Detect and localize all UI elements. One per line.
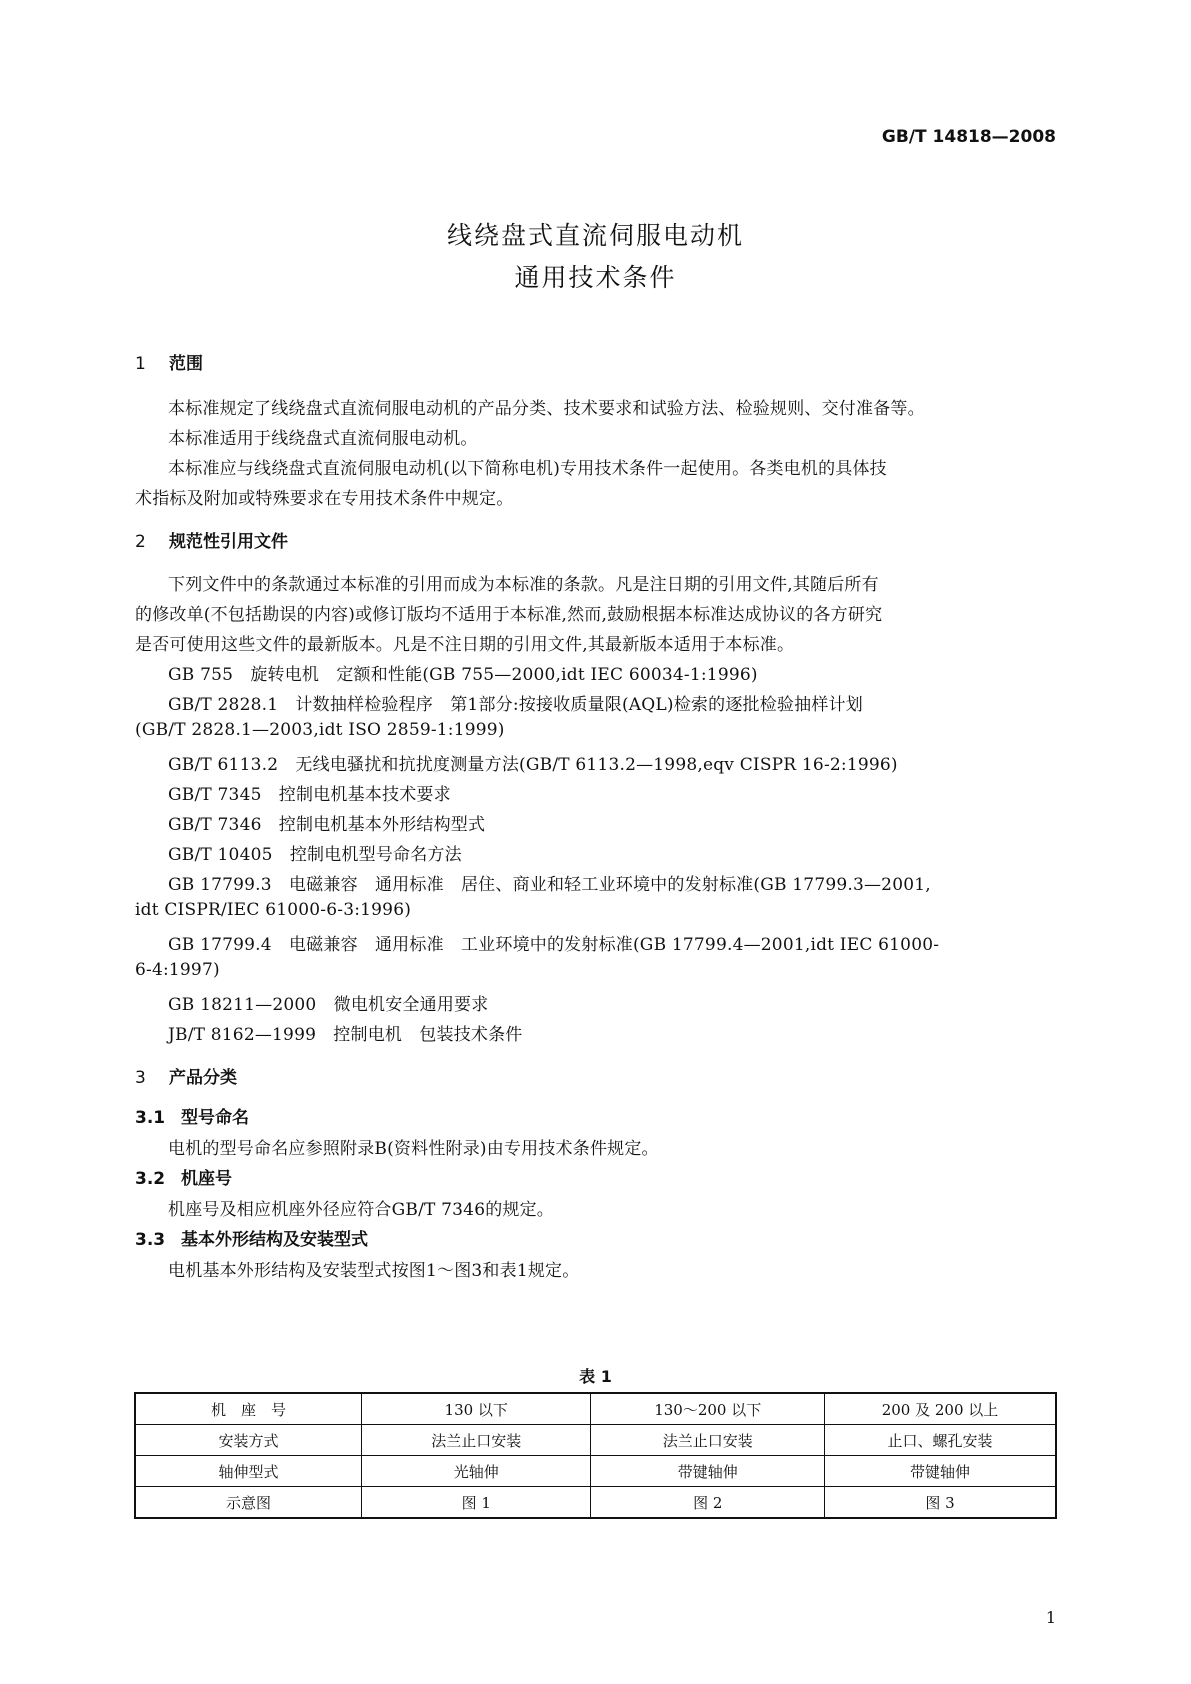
paragraph: 机座号及相应机座外径应符合GB/T 7346的规定。 <box>168 1200 555 1220</box>
paragraph: 电机的型号命名应参照附录B(资料性附录)由专用技术条件规定。 <box>168 1139 659 1159</box>
section-number: 3.1 <box>135 1108 166 1128</box>
table-cell: 130 以下 <box>362 1393 591 1425</box>
section-3-1-heading <box>135 1103 249 1128</box>
table-caption: 表 1 <box>579 1367 612 1386</box>
title-line-2: 通用技术条件 <box>514 263 677 292</box>
paragraph: 是否可使用这些文件的最新版本。凡是不注日期的引用文件,其最新版本适用于本标准。 <box>135 635 795 655</box>
reference-item: JB/T 8162—1999 控制电机 包装技术条件 <box>168 1025 523 1045</box>
table-cell: 图 1 <box>362 1487 591 1519</box>
reference-item: 6-4:1997) <box>135 960 220 980</box>
table-cell: 机 座 号 <box>135 1393 362 1425</box>
section-3-2-heading <box>135 1164 232 1189</box>
table-cell: 法兰止口安装 <box>591 1425 824 1456</box>
section-title: 范围 <box>169 354 203 374</box>
title-line-1: 线绕盘式直流伺服电动机 <box>446 221 744 250</box>
section-number: 3.3 <box>135 1230 166 1250</box>
table-cell: 止口、螺孔安装 <box>824 1425 1056 1456</box>
table-cell: 法兰止口安装 <box>362 1425 591 1456</box>
section-number: 2 <box>135 532 146 552</box>
section-title: 规范性引用文件 <box>169 532 288 552</box>
paragraph: 本标准规定了线绕盘式直流伺服电动机的产品分类、技术要求和试验方法、检验规则、交付准备等。 <box>168 399 925 419</box>
reference-item: GB 17799.3 电磁兼容 通用标准 居住、商业和轻工业环境中的发射标准(GB 17799.3—2001, <box>168 875 931 895</box>
table-cell: 200 及 200 以上 <box>824 1393 1056 1425</box>
section-title: 基本外形结构及安装型式 <box>181 1230 368 1250</box>
paragraph: 本标准应与线绕盘式直流伺服电动机(以下简称电机)专用技术条件一起使用。各类电机的具体技 <box>168 459 887 479</box>
reference-item: GB/T 6113.2 无线电骚扰和抗扰度测量方法(GB/T 6113.2—1998,eqv CISPR 16-2:1996) <box>168 755 898 775</box>
reference-item: GB/T 7346 控制电机基本外形结构型式 <box>168 815 486 835</box>
paragraph: 电机基本外形结构及安装型式按图1～图3和表1规定。 <box>168 1261 580 1281</box>
table-cell: 130～200 以下 <box>591 1393 824 1425</box>
reference-item: GB/T 7345 控制电机基本技术要求 <box>168 785 451 805</box>
section-title: 型号命名 <box>181 1108 249 1128</box>
standard-number: GB/T 14818—2008 <box>881 127 1056 147</box>
table-cell: 轴伸型式 <box>135 1456 362 1487</box>
section-number: 3.2 <box>135 1169 166 1189</box>
reference-item: (GB/T 2828.1—2003,idt ISO 2859-1:1999) <box>135 720 505 740</box>
table-row <box>135 1393 1056 1425</box>
page-number: 1 <box>1045 1608 1056 1627</box>
reference-item: GB/T 10405 控制电机型号命名方法 <box>168 845 462 865</box>
reference-item: GB 18211—2000 微电机安全通用要求 <box>168 995 489 1015</box>
section-title: 产品分类 <box>169 1068 237 1088</box>
paragraph: 下列文件中的条款通过本标准的引用而成为本标准的条款。凡是注日期的引用文件,其随后所有 <box>168 575 879 595</box>
paragraph: 的修改单(不包括勘误的内容)或修订版均不适用于本标准,然而,鼓励根据本标准达成协议的各方研究 <box>135 605 883 625</box>
reference-item: GB 17799.4 电磁兼容 通用标准 工业环境中的发射标准(GB 17799.4—2001,idt IEC 61000- <box>168 935 940 955</box>
table-cell: 图 3 <box>824 1487 1056 1519</box>
table-1 <box>134 1392 1057 1519</box>
section-2-heading <box>135 527 288 552</box>
section-3-heading <box>135 1063 237 1088</box>
section-title: 机座号 <box>181 1169 232 1189</box>
reference-item: GB/T 2828.1 计数抽样检验程序 第1部分:按接收质量限(AQL)检索的逐批检验抽样计划 <box>168 695 863 715</box>
table-cell: 带键轴伸 <box>824 1456 1056 1487</box>
table-row <box>135 1425 1056 1456</box>
table-cell: 图 2 <box>591 1487 824 1519</box>
table-cell: 示意图 <box>135 1487 362 1519</box>
table-cell: 光轴伸 <box>362 1456 591 1487</box>
paragraph: 本标准适用于线绕盘式直流伺服电动机。 <box>168 429 478 449</box>
section-1-heading <box>135 349 203 374</box>
section-3-3-heading <box>135 1225 368 1250</box>
table-row <box>135 1456 1056 1487</box>
table-cell: 带键轴伸 <box>591 1456 824 1487</box>
reference-item: GB 755 旋转电机 定额和性能(GB 755—2000,idt IEC 60034-1:1996) <box>168 665 758 685</box>
table-row <box>135 1487 1056 1519</box>
section-number: 1 <box>135 354 146 374</box>
table-cell: 安装方式 <box>135 1425 362 1456</box>
reference-item: idt CISPR/IEC 61000-6-3:1996) <box>135 900 412 920</box>
section-number: 3 <box>135 1068 146 1088</box>
paragraph: 术指标及附加或特殊要求在专用技术条件中规定。 <box>135 489 514 509</box>
